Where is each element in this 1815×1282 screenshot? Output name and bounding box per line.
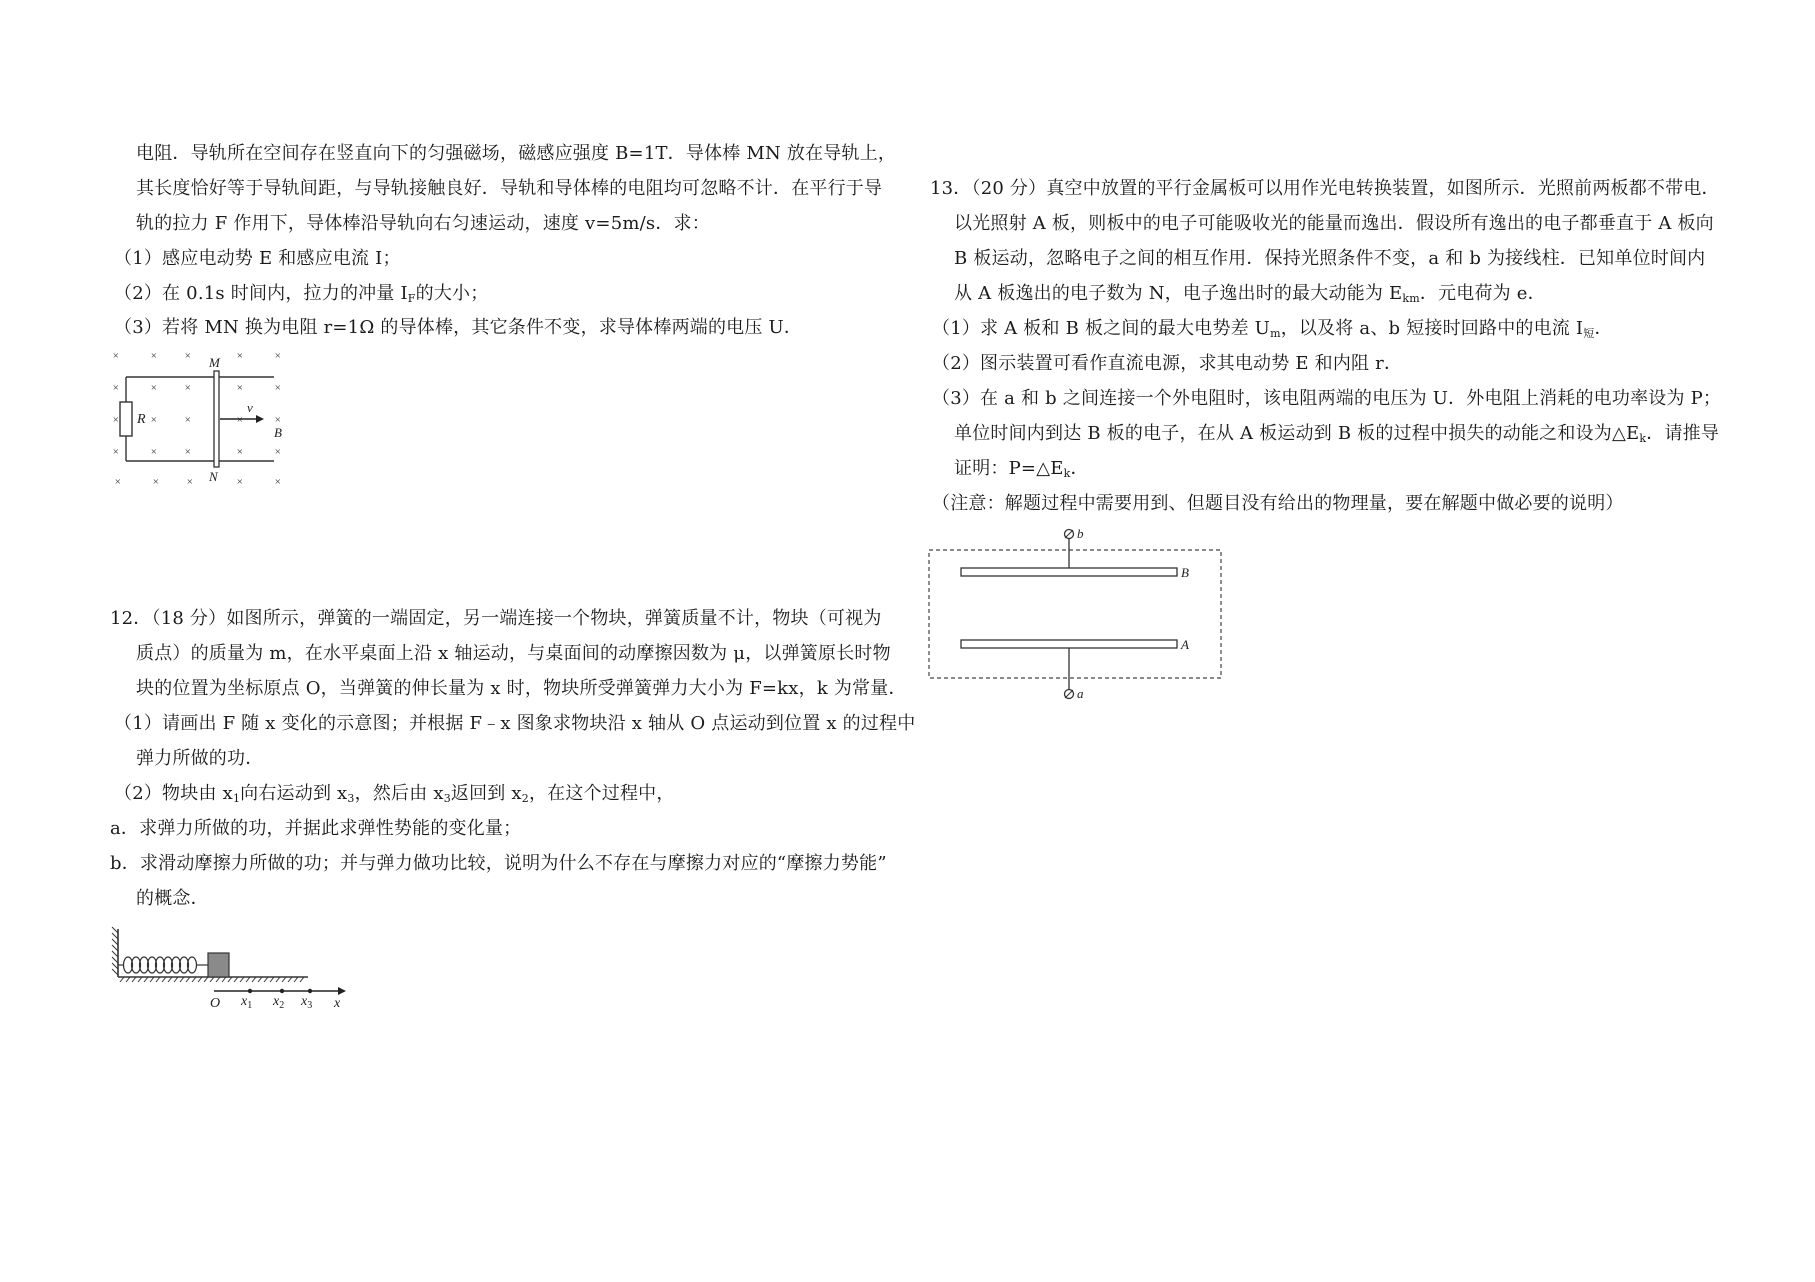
table-hatch [120, 977, 304, 982]
label-o: O [210, 996, 221, 1010]
q13-part-1-mid: ，以及将 a、b 短接时回路中的电流 I [1280, 318, 1584, 339]
q12-part-2-d: 返回到 x [450, 783, 522, 804]
svg-text:×: × [112, 382, 120, 394]
q11-line-1: 电阻．导轨所在空间存在竖直向下的匀强磁场，磁感应强度 B=1T．导体棒 MN 放在导轨上， [136, 143, 897, 164]
parallel-plates-figure [925, 524, 1225, 704]
q12-part-2-s1: 1 [232, 792, 241, 805]
q12-item-a: a．求弹力所做的功，并据此求弹性势能的变化量； [110, 818, 522, 839]
q11-line-2: 其长度恰好等于导轨间距，与导轨接触良好．导轨和导体棒的电阻均可忽略不计．在平行于导 [136, 178, 883, 199]
q11-part-2-pre: （2）在 0.1s 时间内，拉力的冲量 I [114, 283, 408, 304]
q12-head: 12．（18 分）如图所示，弹簧的一端固定，另一端连接一个物块，弹簧质量不计，物块（可视为 [110, 608, 882, 629]
label-x1: $x_1$ [241, 994, 253, 1010]
label-plate-b: B [1181, 565, 1189, 580]
svg-text:×: × [112, 446, 120, 458]
q11-part-2 [114, 281, 488, 307]
svg-text:×: × [184, 382, 192, 394]
q12-part-1a: （1）请画出 F 随 x 变化的示意图；并根据 F﹣x 图象求物块沿 x 轴从 O 点运动到位置 x 的过程中 [114, 713, 916, 734]
resistor [120, 402, 132, 436]
q13-part-3c-post: ． [1070, 458, 1089, 479]
svg-text:×: × [112, 414, 120, 426]
svg-text:×: × [150, 350, 158, 362]
q13-part-1-sub2: 短 [1583, 327, 1595, 340]
q12-part-2-s2: 3 [347, 792, 355, 805]
label-x2: $x_2$ [273, 994, 285, 1010]
svg-text:×: × [236, 382, 244, 394]
q13-part-3: （3）在 a 和 b 之间连接一个外电阻时，该电阻两端的电压为 U．外电阻上消耗的电功率设为 P； [932, 388, 1722, 409]
label-b: B [274, 425, 282, 440]
q13-part-2: （2）图示装置可看作直流电源，求其电动势 E 和内阻 r． [932, 353, 1403, 374]
q13-part-3c [954, 456, 1089, 482]
q12-part-2 [114, 781, 675, 807]
svg-text:×: × [184, 446, 192, 458]
q11-part-3: （3）若将 MN 换为电阻 r=1Ω 的导体棒，其它条件不变，求导体棒两端的电压 U． [114, 317, 803, 338]
q13-part-3b-sub: k [1639, 432, 1647, 445]
svg-text:×: × [150, 382, 158, 394]
label-plate-a: A [1181, 637, 1189, 652]
label-terminal-b: b [1077, 526, 1084, 541]
label-terminal-a: a [1077, 686, 1084, 701]
svg-text:×: × [274, 476, 282, 488]
q13-part-1-pre: （1）求 A 板和 B 板之间的最大电势差 U [932, 318, 1271, 339]
q13-part-3b [954, 421, 1719, 447]
q11-line-3: 轨的拉力 F 作用下，导体棒沿导轨向右匀速运动，速度 v=5m/s．求： [136, 213, 710, 234]
q13-line-2: 以光照射 A 板，则板中的电子可能吸收光的能量而逸出．假设所有逸出的电子都垂直于 A 板向 [954, 213, 1714, 234]
svg-text:×: × [236, 350, 244, 362]
q13-head: 13．（20 分）真空中放置的平行金属板可以用作光电转换装置，如图所示．光照前两板都不带电． [930, 178, 1720, 199]
q12-part-2-e: ，在这个过程中， [528, 783, 675, 804]
q12-part-2-a: （2）物块由 x [114, 783, 233, 804]
q11-part-2-post: 的大小； [415, 283, 489, 304]
q12-part-2-s4: 2 [521, 792, 529, 805]
q13-line-4-pre: 从 A 板逸出的电子数为 N，电子逸出时的最大动能为 E [954, 283, 1403, 304]
terminal-a[interactable] [1065, 690, 1074, 699]
block [208, 953, 229, 977]
label-n: N [209, 469, 218, 484]
plate-a [961, 640, 1177, 648]
q12-item-b1: b．求滑动摩擦力所做的功；并与弹力做功比较，说明为什么不存在与摩擦力对应的“摩擦力势能” [110, 853, 887, 874]
svg-text:×: × [274, 414, 282, 426]
label-m: M [209, 355, 220, 370]
q12-line-3: 块的位置为坐标原点 O，当弹簧的伸长量为 x 时，物块所受弹簧弹力大小为 F=kx，k 为常量． [136, 678, 907, 699]
wall-hatch [112, 927, 118, 975]
label-v: v [247, 400, 253, 415]
spring [118, 957, 208, 973]
svg-text:×: × [236, 414, 244, 426]
plate-b [961, 568, 1177, 576]
q13-part-3c-sub: k [1063, 467, 1071, 480]
resistor-label: R [137, 412, 146, 427]
q13-line-4-sub: km [1402, 292, 1420, 305]
svg-text:×: × [274, 446, 282, 458]
label-x3: $x_3$ [301, 994, 313, 1010]
q11-part-1: （1）感应电动势 E 和感应电流 I； [114, 248, 401, 269]
svg-text:×: × [274, 350, 282, 362]
label-x-axis: x [334, 996, 341, 1010]
conductor-rod-mn [214, 371, 219, 467]
q12-line-2: 质点）的质量为 m，在水平桌面上沿 x 轴运动，与桌面间的动摩擦因数为 μ，以弹簧原长时物 [136, 643, 891, 664]
q11-part-2-sub: F [407, 292, 416, 305]
svg-text:×: × [236, 476, 244, 488]
rail-field-figure [104, 345, 304, 490]
q12-part-1b: 弹力所做的功． [136, 748, 264, 769]
terminal-b[interactable] [1065, 530, 1074, 539]
q13-line-4 [954, 281, 1546, 307]
spring-block-figure [110, 925, 350, 1010]
x-axis-arrowhead [338, 987, 346, 995]
velocity-arrowhead [256, 415, 264, 423]
svg-text:×: × [150, 414, 158, 426]
q12-part-2-s3: 3 [443, 792, 451, 805]
q12-part-2-c: ，然后由 x [354, 783, 444, 804]
q13-part-1-sub: m [1270, 327, 1281, 340]
svg-text:×: × [186, 476, 194, 488]
q13-note: （注意：解题过程中需要用到、但题目没有给出的物理量，要在解题中做必要的说明） [932, 493, 1624, 514]
svg-text:×: × [114, 476, 122, 488]
q13-part-3b-post: ．请推导 [1646, 423, 1720, 444]
svg-text:×: × [152, 476, 160, 488]
q12-item-b2: 的概念． [136, 888, 209, 909]
svg-text:×: × [184, 350, 192, 362]
svg-text:×: × [150, 446, 158, 458]
svg-text:×: × [274, 382, 282, 394]
svg-text:×: × [184, 414, 192, 426]
q13-part-3c-pre: 证明：P=△E [954, 458, 1064, 479]
q12-part-2-b: 向右运动到 x [240, 783, 348, 804]
q13-line-4-post: ．元电荷为 e． [1419, 283, 1546, 304]
q13-part-1-post: ． [1594, 318, 1613, 339]
svg-text:×: × [112, 350, 120, 362]
svg-text:×: × [236, 446, 244, 458]
q13-line-3: B 板运动，忽略电子之间的相互作用．保持光照条件不变，a 和 b 为接线柱．已知单位时间内 [954, 248, 1706, 269]
q13-part-1 [932, 316, 1613, 342]
q13-part-3b-pre: 单位时间内到达 B 板的电子，在从 A 板运动到 B 板的过程中损失的动能之和设为△E [954, 423, 1640, 444]
